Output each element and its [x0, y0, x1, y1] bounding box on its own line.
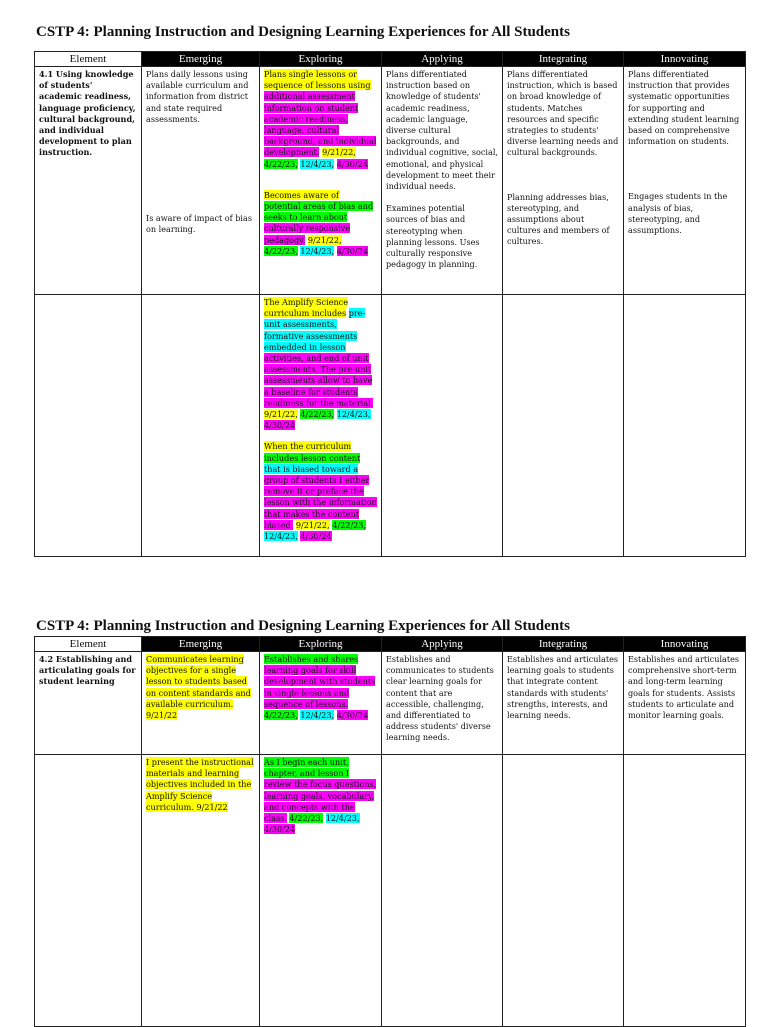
element-name [35, 755, 142, 1027]
descriptor: Plans differentiated instruction that provides systematic opportunities for supporting and extending student learning based on comprehensive information on students. [628, 69, 740, 147]
highlight-yellow: I present the instructional materials and learning objectives included in the Amplify Science curriculum. 9/21/22 [146, 757, 254, 812]
element-name: 4.2 Establishing and articulating goals for student learning [35, 652, 142, 755]
exploring-cell [260, 67, 382, 295]
integrating-cell [503, 755, 624, 1027]
applying-cell [382, 295, 503, 557]
header-emerging: Emerging [142, 52, 260, 67]
date: 12/4/23, [300, 158, 335, 169]
page-title: CSTP 4: Planning Instruction and Designing Learning Experiences for All Students [36, 618, 570, 634]
highlight-yellow: Communicates learning objectives for a single lesson to students based on content standards and available curriculum. 9/21/22 [146, 654, 251, 721]
innovating-cell [624, 295, 746, 557]
date: 4/30/24 [336, 158, 368, 169]
element-header: Element [35, 52, 142, 67]
date: 9/21/22, [295, 519, 330, 530]
descriptor: Planning addresses bias, stereotyping, and assumptions about cultures and members of cultures. [507, 191, 610, 247]
highlight-magenta: additional assessment information on student academic readiness, language, cultural background, and individual development. [264, 91, 377, 158]
integrating-cell [503, 652, 624, 755]
page-title: CSTP 4: Planning Instruction and Designing Learning Experiences for All Students [36, 24, 570, 40]
table-row [35, 652, 746, 755]
highlight-magenta: learning goals for skill development with students in single lessons and sequence of lessons. [264, 665, 376, 709]
table-row [35, 67, 746, 295]
descriptor: Establishes and articulates learning goals to students that integrate content standards with students' strengths, interests, and learning needs. [507, 654, 619, 721]
date: 4/22/23, [264, 158, 298, 169]
date: 9/21/22, [322, 147, 356, 158]
innovating-cell [624, 652, 746, 755]
date: 4/30/24 [336, 245, 368, 256]
descriptor: Engages students in the analysis of bias, stereotyping, and assumptions. [628, 191, 728, 236]
date: 4/30/24 [336, 710, 368, 721]
highlight-green: potential areas of bias and seeks to learn about [264, 201, 374, 223]
header-emerging: Emerging [142, 637, 260, 652]
date: 12/4/23, [300, 710, 335, 721]
descriptor: Plans daily lessons using available curriculum and information from district and state required assessments. [146, 69, 249, 124]
highlight-cyan: pre-unit assessments, formative assessments embedded in lesson [264, 308, 366, 352]
descriptor: Examines potential sources of bias and stereotyping when planning lessons. Uses culturally responsive pedagogy in planning. [386, 203, 480, 270]
highlight-green: Establishes and shares [264, 654, 359, 664]
highlight-green: includes lesson content [264, 452, 361, 463]
descriptor: Establishes and communicates to students clear learning goals for content that are accessible, challenging, and differentiated to address students' diverse learning needs. [386, 654, 494, 743]
date: 4/22/23, [264, 710, 298, 721]
descriptor: Establishes and articulates comprehensive short-term and long-term learning goals for students. Assists students to articulate and monitor learning goals. [628, 654, 740, 721]
highlight-yellow: When the curriculum [264, 441, 352, 452]
header-row [35, 52, 746, 67]
date: 9/21/22, [307, 234, 342, 245]
element-name: 4.1 Using knowledge of students' academic readiness, language proficiency, cultural background, and individual development to plan instruction. [35, 67, 142, 295]
header-integrating: Integrating [503, 637, 624, 652]
exploring-cell [260, 652, 382, 755]
table-row [35, 755, 746, 1027]
highlight-yellow: Plans single lessons or sequence of lessons using [264, 69, 371, 91]
rubric-table-4-1 [34, 51, 746, 557]
header-innovating: Innovating [624, 52, 746, 67]
highlight-cyan: that is biased toward a [264, 463, 359, 474]
header-innovating: Innovating [624, 637, 746, 652]
exploring-cell [260, 295, 382, 557]
highlight-green: As I begin each unit, chapter, and lesson I [264, 757, 350, 779]
integrating-cell [503, 295, 624, 557]
date: 12/4/23, [325, 813, 360, 824]
descriptor: Plans differentiated instruction based on knowledge of students' academic readiness, academic language, diverse cultural backgrounds, and individual cognitive, social, emotional, and physical development to meet their individual needs. [386, 69, 498, 192]
element-name [35, 295, 142, 557]
descriptor: Is aware of impact of bias on learning. [146, 213, 252, 235]
highlight-magenta: activities, and end of unit assessments. The pre-unit assessments allow to have a baseline for students readiness for the material. [264, 353, 374, 408]
highlight-yellow: The Amplify Science curriculum includes [264, 297, 348, 319]
applying-cell [382, 67, 503, 295]
date: 9/21/22, [264, 409, 298, 420]
date: 12/4/23, [264, 531, 298, 542]
emerging-cell [142, 295, 260, 557]
emerging-cell [142, 755, 260, 1027]
descriptor: Plans differentiated instruction, which is based on broad knowledge of students. Matches resources and specific strategies to students' diverse learning needs and cultural backgrounds. [507, 69, 619, 158]
innovating-cell [624, 67, 746, 295]
date: 4/22/23, [332, 519, 367, 530]
header-integrating: Integrating [503, 52, 624, 67]
header-row [35, 637, 746, 652]
highlight-magenta: culturally responsive pedagogy. [264, 223, 351, 245]
highlight-magenta: group of students I either remove it or preface the lesson with the information that makes the content biased. [264, 475, 377, 530]
date: 4/22/23, [300, 409, 335, 420]
applying-cell [382, 652, 503, 755]
date: 4/22/23, [264, 245, 298, 256]
rubric-table-4-2 [34, 636, 746, 1027]
table-row [35, 295, 746, 557]
highlight-magenta: review the focus questions, learning goals, vocabulary, and concepts with the class. [264, 779, 377, 824]
date: 12/4/23, [300, 245, 335, 256]
element-header: Element [35, 637, 142, 652]
applying-cell [382, 755, 503, 1027]
date: 4/22/23, [289, 813, 324, 824]
highlight-yellow: Becomes aware of [264, 189, 340, 200]
date: 4/30/24 [264, 420, 296, 431]
header-exploring: Exploring [260, 637, 382, 652]
header-exploring: Exploring [260, 52, 382, 67]
integrating-cell [503, 67, 624, 295]
header-applying: Applying [382, 637, 503, 652]
emerging-cell [142, 652, 260, 755]
header-applying: Applying [382, 52, 503, 67]
emerging-cell [142, 67, 260, 295]
date: 4/30/24 [264, 824, 296, 835]
date: 12/4/23, [336, 409, 371, 420]
date: 4/30/24 [300, 531, 332, 542]
innovating-cell [624, 755, 746, 1027]
exploring-cell [260, 755, 382, 1027]
